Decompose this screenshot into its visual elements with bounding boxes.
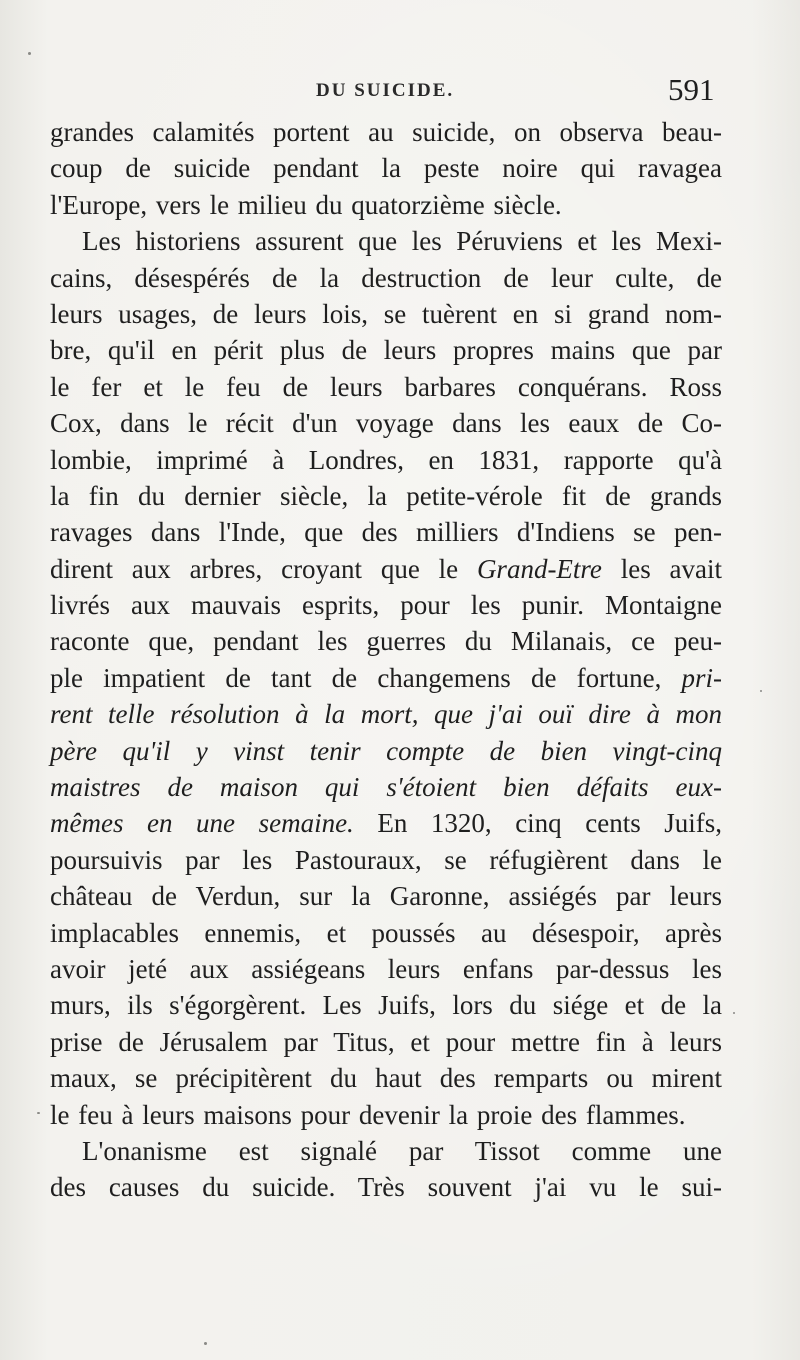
text-segment: ravages dans l'Inde, que des milliers d'Indiens se pen-: [50, 517, 722, 548]
text-segment: le fer et le feu de leurs barbares conquérans. Ross: [50, 371, 722, 402]
text-segment: raconte que, pendant les guerres du Milanais, ce peu-: [50, 626, 722, 657]
text-segment: livrés aux mauvais esprits, pour les punir. Montaigne: [50, 590, 722, 621]
italic-text-segment: mêmes en une semaine.: [50, 808, 354, 839]
italic-text-segment: père qu'il y vinst tenir compte de bien vingt-cinq: [50, 735, 722, 766]
text-line: [50, 769, 722, 805]
text-segment: lombie, imprimé à Londres, en 1831, rapporte qu'à: [50, 444, 722, 475]
text-line: [50, 1097, 722, 1133]
italic-text-segment: maistres de maison qui s'étoient bien défaits eux-: [50, 772, 722, 803]
italic-text-segment: Grand-Etre: [476, 553, 602, 584]
text-segment: les avait: [601, 553, 722, 584]
text-segment: L'onanisme est signalé par Tissot comme une: [82, 1135, 722, 1166]
text-segment: la fin du dernier siècle, la petite-vérole fit de grands: [50, 480, 722, 511]
text-line: [50, 696, 722, 732]
text-segment: En 1320, cinq cents Juifs,: [353, 808, 722, 839]
text-line: [50, 296, 722, 332]
text-segment: coup de suicide pendant la peste noire qui ravagea: [50, 153, 722, 184]
paper-speck: [733, 1012, 735, 1014]
text-segment: prise de Jérusalem par Titus, et pour mettre fin à leurs: [50, 1026, 722, 1057]
text-line: [50, 514, 722, 550]
text-line: [50, 987, 722, 1023]
text-segment: murs, ils s'égorgèrent. Les Juifs, lors du siége et de la: [50, 990, 722, 1021]
paper-speck: [28, 52, 31, 55]
text-line: [50, 551, 722, 587]
text-segment: ple impatient de tant de changemens de fortune,: [50, 662, 682, 693]
text-line: [50, 587, 722, 623]
text-segment: maux, se précipitèrent du haut des remparts ou mirent: [50, 1063, 722, 1094]
text-segment: Les historiens assurent que les Péruviens et les Mexi-: [82, 226, 722, 257]
text-line: [50, 805, 722, 841]
running-head: [0, 70, 800, 110]
text-line: [50, 187, 722, 223]
text-line: [50, 733, 722, 769]
body-text: [50, 114, 722, 1206]
running-title: DU SUICIDE.: [316, 80, 455, 101]
paper-speck: [37, 1112, 40, 1114]
text-line: [50, 623, 722, 659]
text-line: [50, 951, 722, 987]
text-segment: bre, qu'il en périt plus de leurs propres mains que par: [50, 335, 722, 366]
text-line: [50, 223, 722, 259]
page-number: 591: [668, 72, 715, 107]
text-line: [50, 150, 722, 186]
paper-speck: [204, 1342, 207, 1345]
text-segment: avoir jeté aux assiégeans leurs enfans par-dessus les: [50, 953, 722, 984]
italic-text-segment: pri-: [681, 662, 722, 693]
text-line: [50, 1133, 722, 1169]
text-line: [50, 478, 722, 514]
text-line: [50, 405, 722, 441]
text-line: [50, 842, 722, 878]
text-segment: leurs usages, de leurs lois, se tuèrent en si grand nom-: [50, 298, 722, 329]
text-line: [50, 114, 722, 150]
text-segment: des causes du suicide. Très souvent j'ai vu le sui-: [50, 1172, 722, 1203]
text-segment: cains, désespérés de la destruction de leur culte, de: [50, 262, 722, 293]
text-segment: dirent aux arbres, croyant que le: [50, 553, 477, 584]
text-line: [50, 369, 722, 405]
text-line: [50, 660, 722, 696]
text-segment: grandes calamités portent au suicide, on observa beau-: [50, 117, 722, 147]
text-segment: le feu à leurs maisons pour devenir la proie des flammes.: [50, 1099, 686, 1130]
text-segment: Cox, dans le récit d'un voyage dans les eaux de Co-: [50, 408, 722, 439]
text-segment: poursuivis par les Pastouraux, se réfugièrent dans le: [50, 844, 722, 875]
text-line: [50, 915, 722, 951]
text-segment: château de Verdun, sur la Garonne, assiégés par leurs: [50, 881, 722, 912]
text-segment: l'Europe, vers le milieu du quatorzième siècle.: [50, 189, 562, 220]
text-line: [50, 1060, 722, 1096]
text-line: [50, 1024, 722, 1060]
text-segment: implacables ennemis, et poussés au désespoir, après: [50, 917, 722, 948]
text-line: [50, 260, 722, 296]
text-line: [50, 442, 722, 478]
text-line: [50, 878, 722, 914]
text-line: [50, 1169, 722, 1205]
text-line: [50, 332, 722, 368]
paper-speck: [760, 690, 762, 692]
italic-text-segment: rent telle résolution à la mort, que j'ai ouï dire à mon: [50, 699, 722, 730]
